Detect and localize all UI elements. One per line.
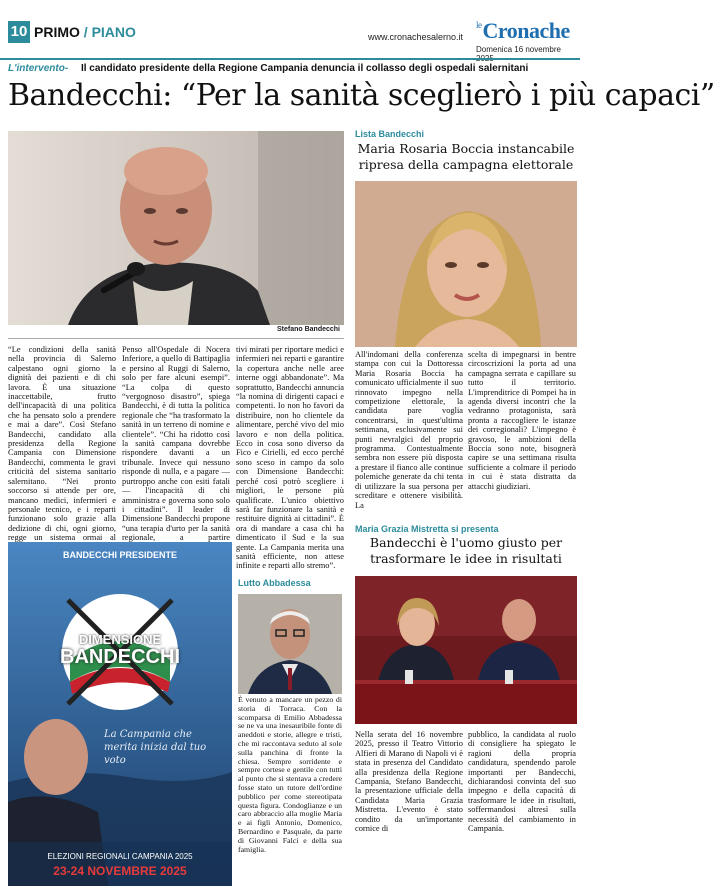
logo-prefix: le bbox=[476, 20, 482, 30]
event-illustration bbox=[355, 576, 577, 724]
poster-party-line1: DIMENSIONE bbox=[78, 632, 162, 647]
subsection-name: PIANO bbox=[91, 24, 136, 40]
newspaper-logo bbox=[476, 18, 570, 44]
main-article-col1: “Le condizioni della sanità nella provincia di Salerno calpestano ogni giorno la dignità dei pazienti e di chi lavora. È una situazione inaccettabile, frutto dell'incapacità di una politica che ha pensato solo a prendere e mai a dare”. Così Stefano Bandecchi, candidato alla presidenza della Regione Campania con Dimensione Bandecchi, commenta le gravi criticità del sistema sanitario salernitano. “Nei pronto soccorso si attende per ore, mancano medici, infermieri e personale tecnico, e i reparti funzionano solo grazie alla dedizione di chi, ogni giorno, regge un sistema ormai al bbox=[8, 345, 116, 543]
mistretta-title: Bandecchi è l'uomo giusto per trasformare le idee in risultati bbox=[369, 535, 563, 566]
poster-party-line2: BANDECCHI bbox=[60, 646, 180, 668]
boccia-title: Maria Rosaria Boccia instancabile ripresa della campagna elettorale bbox=[357, 141, 575, 172]
poster-background bbox=[8, 542, 232, 886]
boccia-section-label: Lista Bandecchi bbox=[355, 129, 425, 139]
boccia-illustration bbox=[355, 181, 577, 347]
poster-top-banner: BANDECCHI PRESIDENTE bbox=[62, 550, 177, 560]
kicker bbox=[8, 63, 528, 74]
website-link[interactable]: www.cronachesalerno.it bbox=[368, 32, 464, 42]
main-photo-caption bbox=[8, 325, 344, 339]
abbadessa-photo bbox=[238, 594, 342, 694]
mistretta-col1: Nella serata del 16 novembre 2025, presso il Teatro Vittorio Alfieri di Marano di Napoli vi è stata in presenza del Candidato alla presidenza della Regione Campania, Stefano Bandecchi, la presentazione ufficiale della Candidata Maria Grazia Mistretta. L'evento è stato condito da un'importante cornice di bbox=[355, 730, 463, 834]
section-name: PRIMO bbox=[34, 24, 80, 40]
bandecchi-photo-illustration bbox=[8, 131, 344, 325]
campaign-poster bbox=[8, 542, 232, 886]
logo-text: Cronache bbox=[482, 18, 570, 43]
lutto-text: È venuto a mancare un pezzo di storia di Torraca. Con la scomparsa di Emilio Abbadessa se ne va una inesauribile fonte di aneddoti e storie, allegre e tristi, che mi raccontava seduto al sole sulla panchina di fronte la chiesa. Sempre sorridente e sempre cortese e gentile con tutti al punto che si stentava a credere fosse stato un tutore dell'ordine pubblico per come stereotipata questa figura. Condoglianze e un caro abbraccio alla moglie Maria e ai figli Antonio, Domenico, Bernardino e Pasquale, da parte di Giovanni Falci e della sua famiglia. bbox=[238, 695, 342, 854]
poster-elections: ELEZIONI REGIONALI CAMPANIA 2025 bbox=[47, 852, 193, 861]
boccia-col1: All'indomani della conferenza stampa con cui la Dottoressa Maria Rosaria Boccia ha comunicato ufficialmente il suo rinnovato impegno nella competizione elettorale, la candidata pare voglia concentrarsi, in quest'ultima settimana, esclusivamente sui punti nevralgici del proprio programma. Contestualmente sembra non essere più disposta a prestare il fianco alle continue polemiche generate da chi tenta di utilizzare la sua persona per screditare e ottenere visibilità. La bbox=[355, 350, 463, 510]
abbadessa-illustration bbox=[238, 594, 342, 694]
kicker-tag: L'intervento- bbox=[8, 63, 69, 74]
main-article-col2: Penso all'Ospedale di Nocera Inferiore, a quello di Battipaglia e persino al Ruggi di Salerno, solo per fare alcuni esempi”. “La colpa di questo “vergognoso disastro”, spiega Bandecchi, è di tutta la politica regionale che “ha trasformato la sanità in un terreno di nomine e clientele”. “Chi ha ridotto così la sanità campana dovrebbe rispondere davanti a un tribunale. Invece qui nessuno risponde di nulla, e a pagare — purtroppo anche con esiti fatali — l'incapacità di chi amministra e governa sono solo i cittadini”. Il leader di Dimensione Bandecchi propone “una terapia d'urto per la sanità regionale, a partire bbox=[122, 345, 230, 543]
mistretta-col2: pubblico, la candidata al ruolo di consigliere ha spiegato le ragioni della propria candidatura, spendendo parole importanti per Bandecchi, dichiarandosi convinta del suo impegno e della capacità di trasformare le idee in risultati, soffermandosi altresì sulla necessità del cambiamento in Campania. bbox=[468, 730, 576, 834]
issue-date: Domenica 16 novembre bbox=[476, 45, 561, 54]
poster-dates: 23-24 NOVEMBRE 2025 bbox=[53, 864, 187, 878]
lutto-label: Lutto Abbadessa bbox=[238, 578, 311, 588]
page-number: 10 bbox=[8, 21, 30, 43]
section-label: PRIMO / PIANO bbox=[34, 24, 136, 40]
mistretta-section-label: Maria Grazia Mistretta si presenta bbox=[355, 524, 499, 534]
poster-slogan: La Campania che merita inizia dal tuo voto bbox=[104, 729, 207, 766]
header-divider bbox=[0, 58, 580, 60]
boccia-photo bbox=[355, 181, 577, 347]
bandecchi-photo bbox=[8, 131, 344, 325]
event-photo bbox=[355, 576, 577, 724]
page-header bbox=[0, 0, 580, 58]
main-article-col3: tivi mirati per riportare medici e infermieri nei reparti e garantire la copertura anche nelle aree interne oggi abbandonate”. Ma soprattutto, Bandecchi annuncia “la nomina di dirigenti capaci e competenti. Io non ho favori da distribuire, non ho clientele da alimentare, perché vivo del mio lavoro e non della politica. Ecco in cosa sono diverso da Fico e Cirielli, ed ecco perché sono sceso in campo da solo con Dimensione Bandecchi: perché così potrò scegliere i migliori, le persone più qualificate. L'unico obiettivo sarà far funzionare la sanità e restituire dignità ai cittadini”. È ora di mandare a casa chi ha dimenticato il Sud e la sua gente. La Campania merita una sanità efficiente, non attese infinite e reparti allo stremo”. bbox=[236, 345, 344, 571]
page-headline: Bandecchi: “Per la sanità sceglierò i più capaci” bbox=[8, 78, 715, 113]
boccia-col2: scelta di impegnarsi in bentre circoscrizioni la porta ad una campagna serrata e capillare su tutto il territorio. L'imprenditrice di Pompei ha in agenda diversi incontri che la vedranno protagonista, sarà pronta a raccogliere le istanze dei corregionali? L'impegno è gravoso, le ambizioni della Boccia sono note, bisognerà capire se una settimana risulta sufficiente a colmare il periodo in cui è stata distratta da attacchi giudiziari. bbox=[468, 350, 576, 491]
kicker-text: Il candidato presidente della Regione Campania denuncia il collasso degli ospedali salernitani bbox=[80, 63, 529, 74]
caption-text: Stefano Bandecchi bbox=[276, 326, 340, 333]
